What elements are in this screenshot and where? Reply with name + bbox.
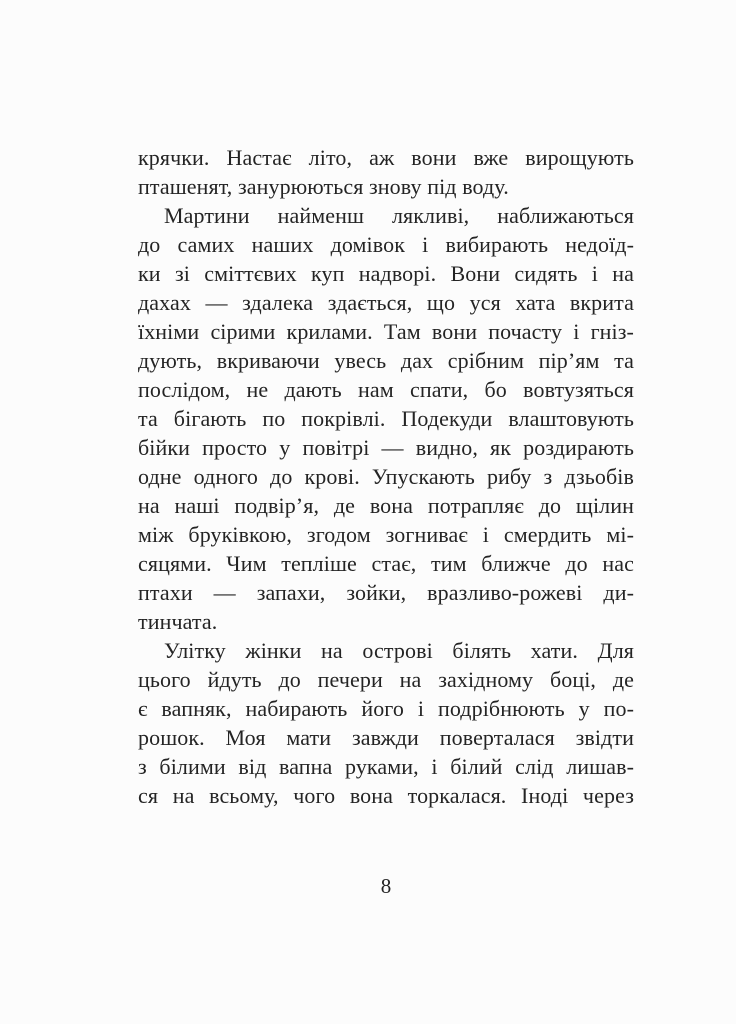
text-line: сяцями. Чим тепліше стає, тим ближче до нас bbox=[138, 551, 634, 576]
text-line: дують, вкриваючи увесь дах срібним пір’ям та bbox=[138, 348, 634, 373]
text-line: крячки. Настає літо, аж вони вже вирощують bbox=[138, 145, 634, 170]
text-line: одне одного до крові. Упускають рибу з дзьобів bbox=[138, 464, 634, 489]
text-line: дахах — здалека здається, що уся хата вкрита bbox=[138, 290, 634, 315]
text-line: рошок. Моя мати завжди поверталася звідти bbox=[138, 725, 634, 750]
text-line: між бруківкою, згодом зогниває і смердить мі- bbox=[138, 522, 634, 547]
text-line: Улітку жінки на острові білять хати. Для bbox=[164, 638, 634, 663]
text-line: птахи — запахи, зойки, вразливо-рожеві ди- bbox=[138, 580, 634, 605]
text-line: та бігають по покрівлі. Подекуди влаштовують bbox=[138, 406, 634, 431]
text-line: Мартини найменш лякливі, наближаються bbox=[164, 203, 634, 228]
text-line: пташенят, занурюються знову під воду. bbox=[138, 174, 509, 199]
text-line: з білими від вапна руками, і білий слід лишав- bbox=[138, 754, 634, 779]
text-line: послідом, не дають нам спати, бо вовтузяться bbox=[138, 377, 634, 402]
text-line: є вапняк, набирають його і подрібнюють у по- bbox=[138, 696, 634, 721]
page-number: 8 bbox=[380, 874, 392, 898]
text-block bbox=[138, 143, 634, 810]
text-line: цього йдуть до печери на західному боці, де bbox=[138, 667, 634, 692]
text-line: їхніми сірими крилами. Там вони почасту і гніз- bbox=[138, 319, 634, 344]
text-line: тинчата. bbox=[138, 609, 218, 634]
text-line: ся на всьому, чого вона торкалася. Іноді через bbox=[138, 783, 634, 808]
text-line: на наші подвір’я, де вона потрапляє до щілин bbox=[138, 493, 634, 518]
text-line: ки зі сміттєвих куп надворі. Вони сидять і на bbox=[138, 261, 634, 286]
text-line: до самих наших домівок і вибирають недоїд- bbox=[138, 232, 634, 257]
text-line: бійки просто у повітрі — видно, як роздирають bbox=[138, 435, 634, 460]
